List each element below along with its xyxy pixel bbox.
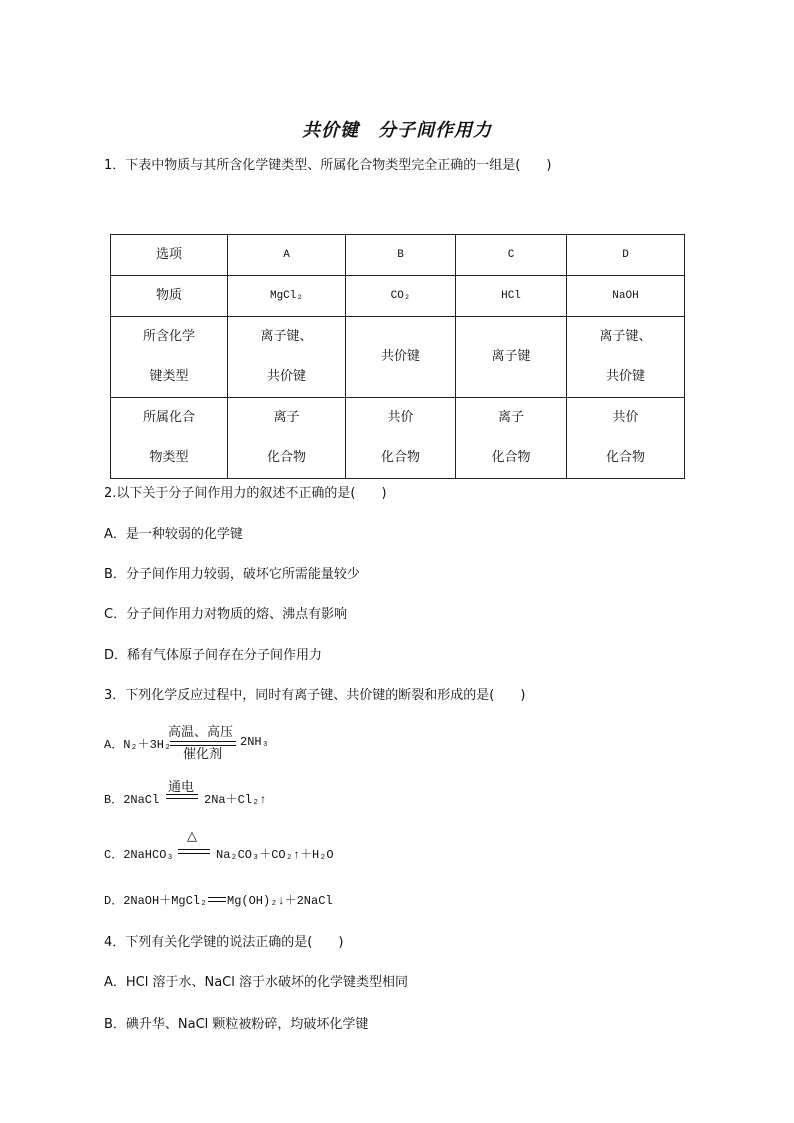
question-3-option-b-left: B．2NaCl [104, 793, 160, 807]
table-cell: HCl [456, 276, 567, 317]
reaction-condition-above: 通电 [168, 780, 195, 795]
table-cell [567, 317, 685, 398]
table-row-compound-type [111, 398, 685, 479]
table-row-substance [111, 276, 685, 317]
reaction-condition-above: 高温、高压 [168, 725, 234, 740]
table-cell: 选项 [111, 235, 228, 276]
table-cell: D [567, 235, 685, 276]
question-2-option-a: A．是一种较弱的化学键 [104, 527, 243, 542]
cell-line: 化合物 [266, 450, 306, 465]
table-cell: 共价键 [346, 317, 456, 398]
cell-line: 共价键 [605, 369, 645, 384]
cell-line: 离子键、 [599, 329, 652, 344]
table-cell: A [228, 235, 346, 276]
reaction-condition-below: 催化剂 [183, 747, 223, 762]
question-2-stem: 2.以下关于分子间作用力的叙述不正确的是( ) [104, 486, 387, 501]
table-row-header [111, 235, 685, 276]
table-cell [456, 398, 567, 479]
question-3-option-c-right: Na₂CO₃＋CO₂↑＋H₂O [216, 848, 334, 862]
table-cell: MgCl₂ [228, 276, 346, 317]
question-3-option-a-left: A．N₂＋3H₂ [104, 738, 172, 752]
cell-line: 化合物 [380, 450, 420, 465]
cell-line: 化合物 [605, 450, 645, 465]
table-cell [228, 317, 346, 398]
equals-arrow [178, 849, 210, 854]
cell-line: 共价键 [266, 369, 306, 384]
table-cell [111, 317, 228, 398]
question-4-option-a: A．HCl 溶于水、NaCl 溶于水破坏的化学键类型相同 [104, 975, 409, 990]
question-3-option-a-right: 2NH₃ [240, 735, 269, 749]
question-2-option-b: B．分子间作用力较弱，破坏它所需能量较少 [104, 567, 360, 582]
cell-line: 离子键、 [260, 329, 313, 344]
question-3-option-d-left: D．2NaOH＋MgCl₂ [104, 894, 208, 908]
cell-line: 共价 [612, 410, 639, 425]
table-row-bond-type [111, 317, 685, 398]
heating-symbol: △ [187, 829, 197, 844]
cell-line: 物类型 [149, 450, 189, 465]
cell-line: 共价 [387, 410, 414, 425]
question-2-option-c: C．分子间作用力对物质的熔、沸点有影响 [104, 607, 348, 622]
table-cell: NaOH [567, 276, 685, 317]
table-cell [567, 398, 685, 479]
cell-line: 离子 [273, 410, 300, 425]
question-4-stem: 4．下列有关化学键的说法正确的是( ) [104, 935, 344, 950]
table-cell: C [456, 235, 567, 276]
question-1-table [110, 234, 685, 479]
question-3-option-b-right: 2Na＋Cl₂↑ [204, 793, 267, 807]
table-cell: CO₂ [346, 276, 456, 317]
table-cell [111, 398, 228, 479]
table-cell: 离子键 [456, 317, 567, 398]
equals-arrow [166, 794, 198, 799]
question-1-stem: 1．下表中物质与其所含化学键类型、所属化合物类型完全正确的一组是( ) [104, 158, 552, 173]
cell-line: 键类型 [149, 369, 189, 384]
question-3-option-c-left: C．2NaHCO₃ [104, 848, 174, 862]
cell-line: 所属化合 [142, 410, 195, 425]
equals-sign [208, 897, 226, 902]
question-3-option-d-right: Mg(OH)₂↓＋2NaCl [227, 894, 333, 908]
table-cell: B [346, 235, 456, 276]
question-3-stem: 3．下列化学反应过程中，同时有离子键、共价键的断裂和形成的是( ) [104, 688, 526, 703]
question-4-option-b: B．碘升华、NaCl 颗粒被粉碎，均破坏化学键 [104, 1017, 369, 1032]
table-cell [346, 398, 456, 479]
table-cell: 物质 [111, 276, 228, 317]
cell-line: 所含化学 [142, 329, 195, 344]
cell-line: 离子 [497, 410, 524, 425]
cell-line: 化合物 [491, 450, 531, 465]
table-cell [228, 398, 346, 479]
page-title: 共价键 分子间作用力 [302, 120, 492, 141]
question-2-option-d: D．稀有气体原子间存在分子间作用力 [104, 648, 323, 663]
